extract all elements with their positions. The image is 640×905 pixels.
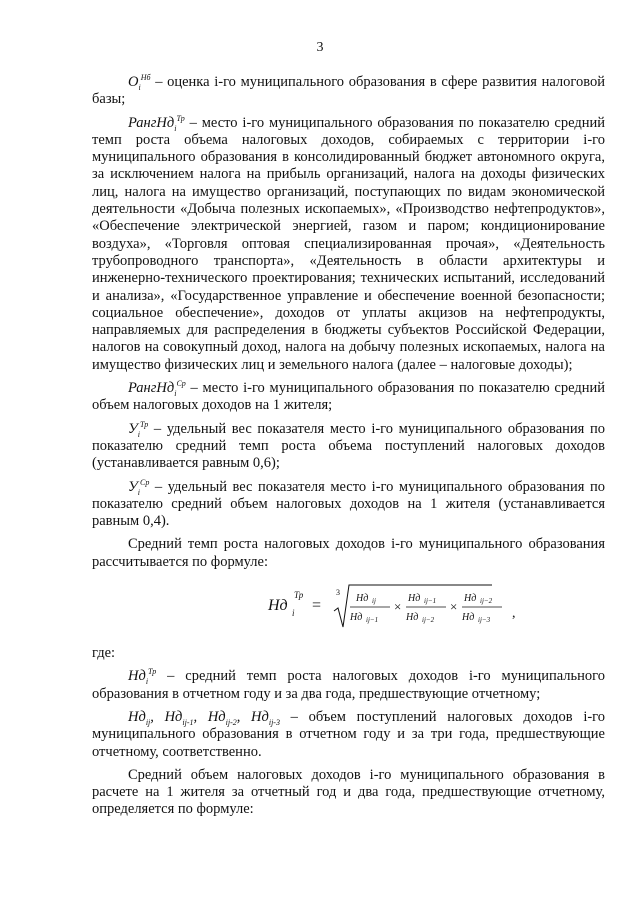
definition-text: – объем поступлений налоговых доходов i-го муниципального образования в отчетном году и за три года, предшествующие отчетному, соответственно. (92, 708, 606, 760)
frac1-denominator-sub: ij−1 (366, 616, 379, 625)
symbol-subscript: ij-2 (225, 717, 237, 727)
definition-text: – удельный вес показателя место i-го муниципального образования по показателю средний темп роста объема поступлений налоговых доходов (устанавливается равным 0,6); (92, 420, 605, 472)
formula-graphic (260, 577, 560, 635)
symbol-superscript: Нб (140, 73, 151, 83)
definition-paragraph (92, 479, 605, 531)
formula-comma: , (512, 606, 516, 622)
frac1-numerator: Нд (356, 593, 369, 605)
where-label: где: (92, 645, 116, 662)
frac1-denominator: Нд (350, 612, 363, 624)
symbol-subscript: i (174, 123, 177, 133)
growth-rate-formula (92, 577, 605, 635)
symbol-superscript: Ср (140, 477, 150, 487)
equals-sign: = (312, 597, 322, 615)
formula-lhs-sup: Тр (294, 590, 304, 601)
formula-lhs: Нд (268, 597, 288, 615)
symbol-subscript: ij-1 (182, 717, 194, 727)
frac2-denominator: Нд (406, 612, 419, 624)
symbol-subscript: i (138, 82, 141, 92)
symbol-superscript: Тр (148, 667, 157, 677)
frac2-numerator: Нд (408, 593, 421, 605)
symbol: Нд (128, 708, 146, 725)
frac3-denominator: Нд (462, 612, 475, 624)
multiply-sign: × (394, 599, 402, 615)
frac2-numerator-sub: ij−1 (424, 597, 437, 606)
definition-paragraph (92, 115, 605, 374)
definition-paragraph: $Нд_{ij}$, $Нд_{ij-1}$, $Нд_{ij-2}$, $Нд_{ij-3}$ – объем поступлений налоговых доходов i-го муниципального образования в отчетном году и за три года, предшествующие отчетному, соответственно. (92, 708, 606, 760)
symbol-subscript: i (137, 429, 140, 439)
multiply-sign: × (450, 599, 458, 615)
symbol-superscript: Ср (176, 379, 186, 389)
definition-paragraph (92, 380, 605, 415)
frac2-denominator-sub: ij−2 (422, 616, 435, 625)
symbol-superscript: Тр (140, 419, 149, 429)
symbol: Нд (164, 708, 183, 725)
symbol-subscript: i (137, 487, 140, 497)
symbol: Нд (251, 708, 269, 725)
symbol-subscript: ij (145, 717, 151, 727)
definition-text: – удельный вес показателя место i-го муниципального образования по показателю средний объем налоговых доходов на 1 жителя (устанавливается равным 0,4). (92, 478, 605, 530)
symbol: РангНд (128, 114, 175, 131)
definition-text: – оценка i-го муниципального образования в сфере развития налоговой базы; (92, 74, 605, 108)
symbol-superscript: Тр (176, 113, 185, 123)
symbol: РангНд (128, 380, 175, 397)
root-index: 3 (336, 588, 340, 598)
page-number: 3 (316, 40, 324, 55)
symbol: Нд (207, 708, 226, 725)
definition-paragraph (92, 421, 605, 473)
frac1-numerator-sub: ij (372, 597, 376, 606)
definition-paragraph (92, 668, 605, 703)
symbol-subscript: i (145, 677, 149, 687)
symbol: У (128, 420, 138, 437)
document-body (92, 74, 605, 819)
symbol-subscript: i (174, 388, 177, 398)
symbol: У (128, 478, 138, 495)
frac3-numerator: Нд (464, 593, 477, 605)
symbol: Нд (128, 668, 146, 685)
frac3-denominator-sub: ij−3 (478, 616, 491, 625)
definition-text: – место i-го муниципального образования по показателю средний темп роста объема налоговых доходов, собираемых с территории i-го муниципального образования в консолидированный бюджет автономного округа, за исключением налога на прибыль организаций, налога на доходы физических лиц, налога на имущество организаций, поступающих по видам экономической деятельности «Добыча полезных ископаемых», «Производство нефтепродуктов», «Обеспечение электрической энергией, газом и паром; кондиционирование воздуха», «Торговля оптовая специализированная прочая», «Деятельность трубопроводного транспорта», «Деятельность в области архитектуры и инженерно-технического проектирования; технических испытаний, исследований и анализа», «Государственное управление и обеспечение военной безопасности; социальное обеспечение», доходов от уплаты акцизов на нефтепродукты, направляемых для распределения в бюджеты субъектов Российской Федерации, налогов на совокупный доход, налога на добычу полезных ископаемых, налога на имущество физических лиц и земельного налога (далее – налоговые доходы); (92, 114, 605, 373)
definition-paragraph (92, 74, 605, 109)
definition-text: – место i-го муниципального образования по показателю средний объем налоговых доходов на 1 жителя; (92, 380, 605, 414)
symbol-subscript: ij-3 (268, 717, 280, 727)
symbol: O (128, 74, 139, 90)
formula-lhs-sub: i (292, 608, 295, 619)
final-paragraph: Средний объем налоговых доходов i-го муниципального образования в расчете на 1 жителя за отчетный год и два года, предшествующие отчетному, определяется по формуле: (92, 766, 605, 818)
frac3-numerator-sub: ij−2 (480, 597, 493, 606)
definition-text: – средний темп роста налоговых доходов i-го муниципального образования в отчетном году и за два года, предшествующие отчетному; (92, 668, 605, 702)
formula-intro: Средний темп роста налоговых доходов i-го муниципального образования рассчитывается по формуле: (92, 536, 605, 570)
